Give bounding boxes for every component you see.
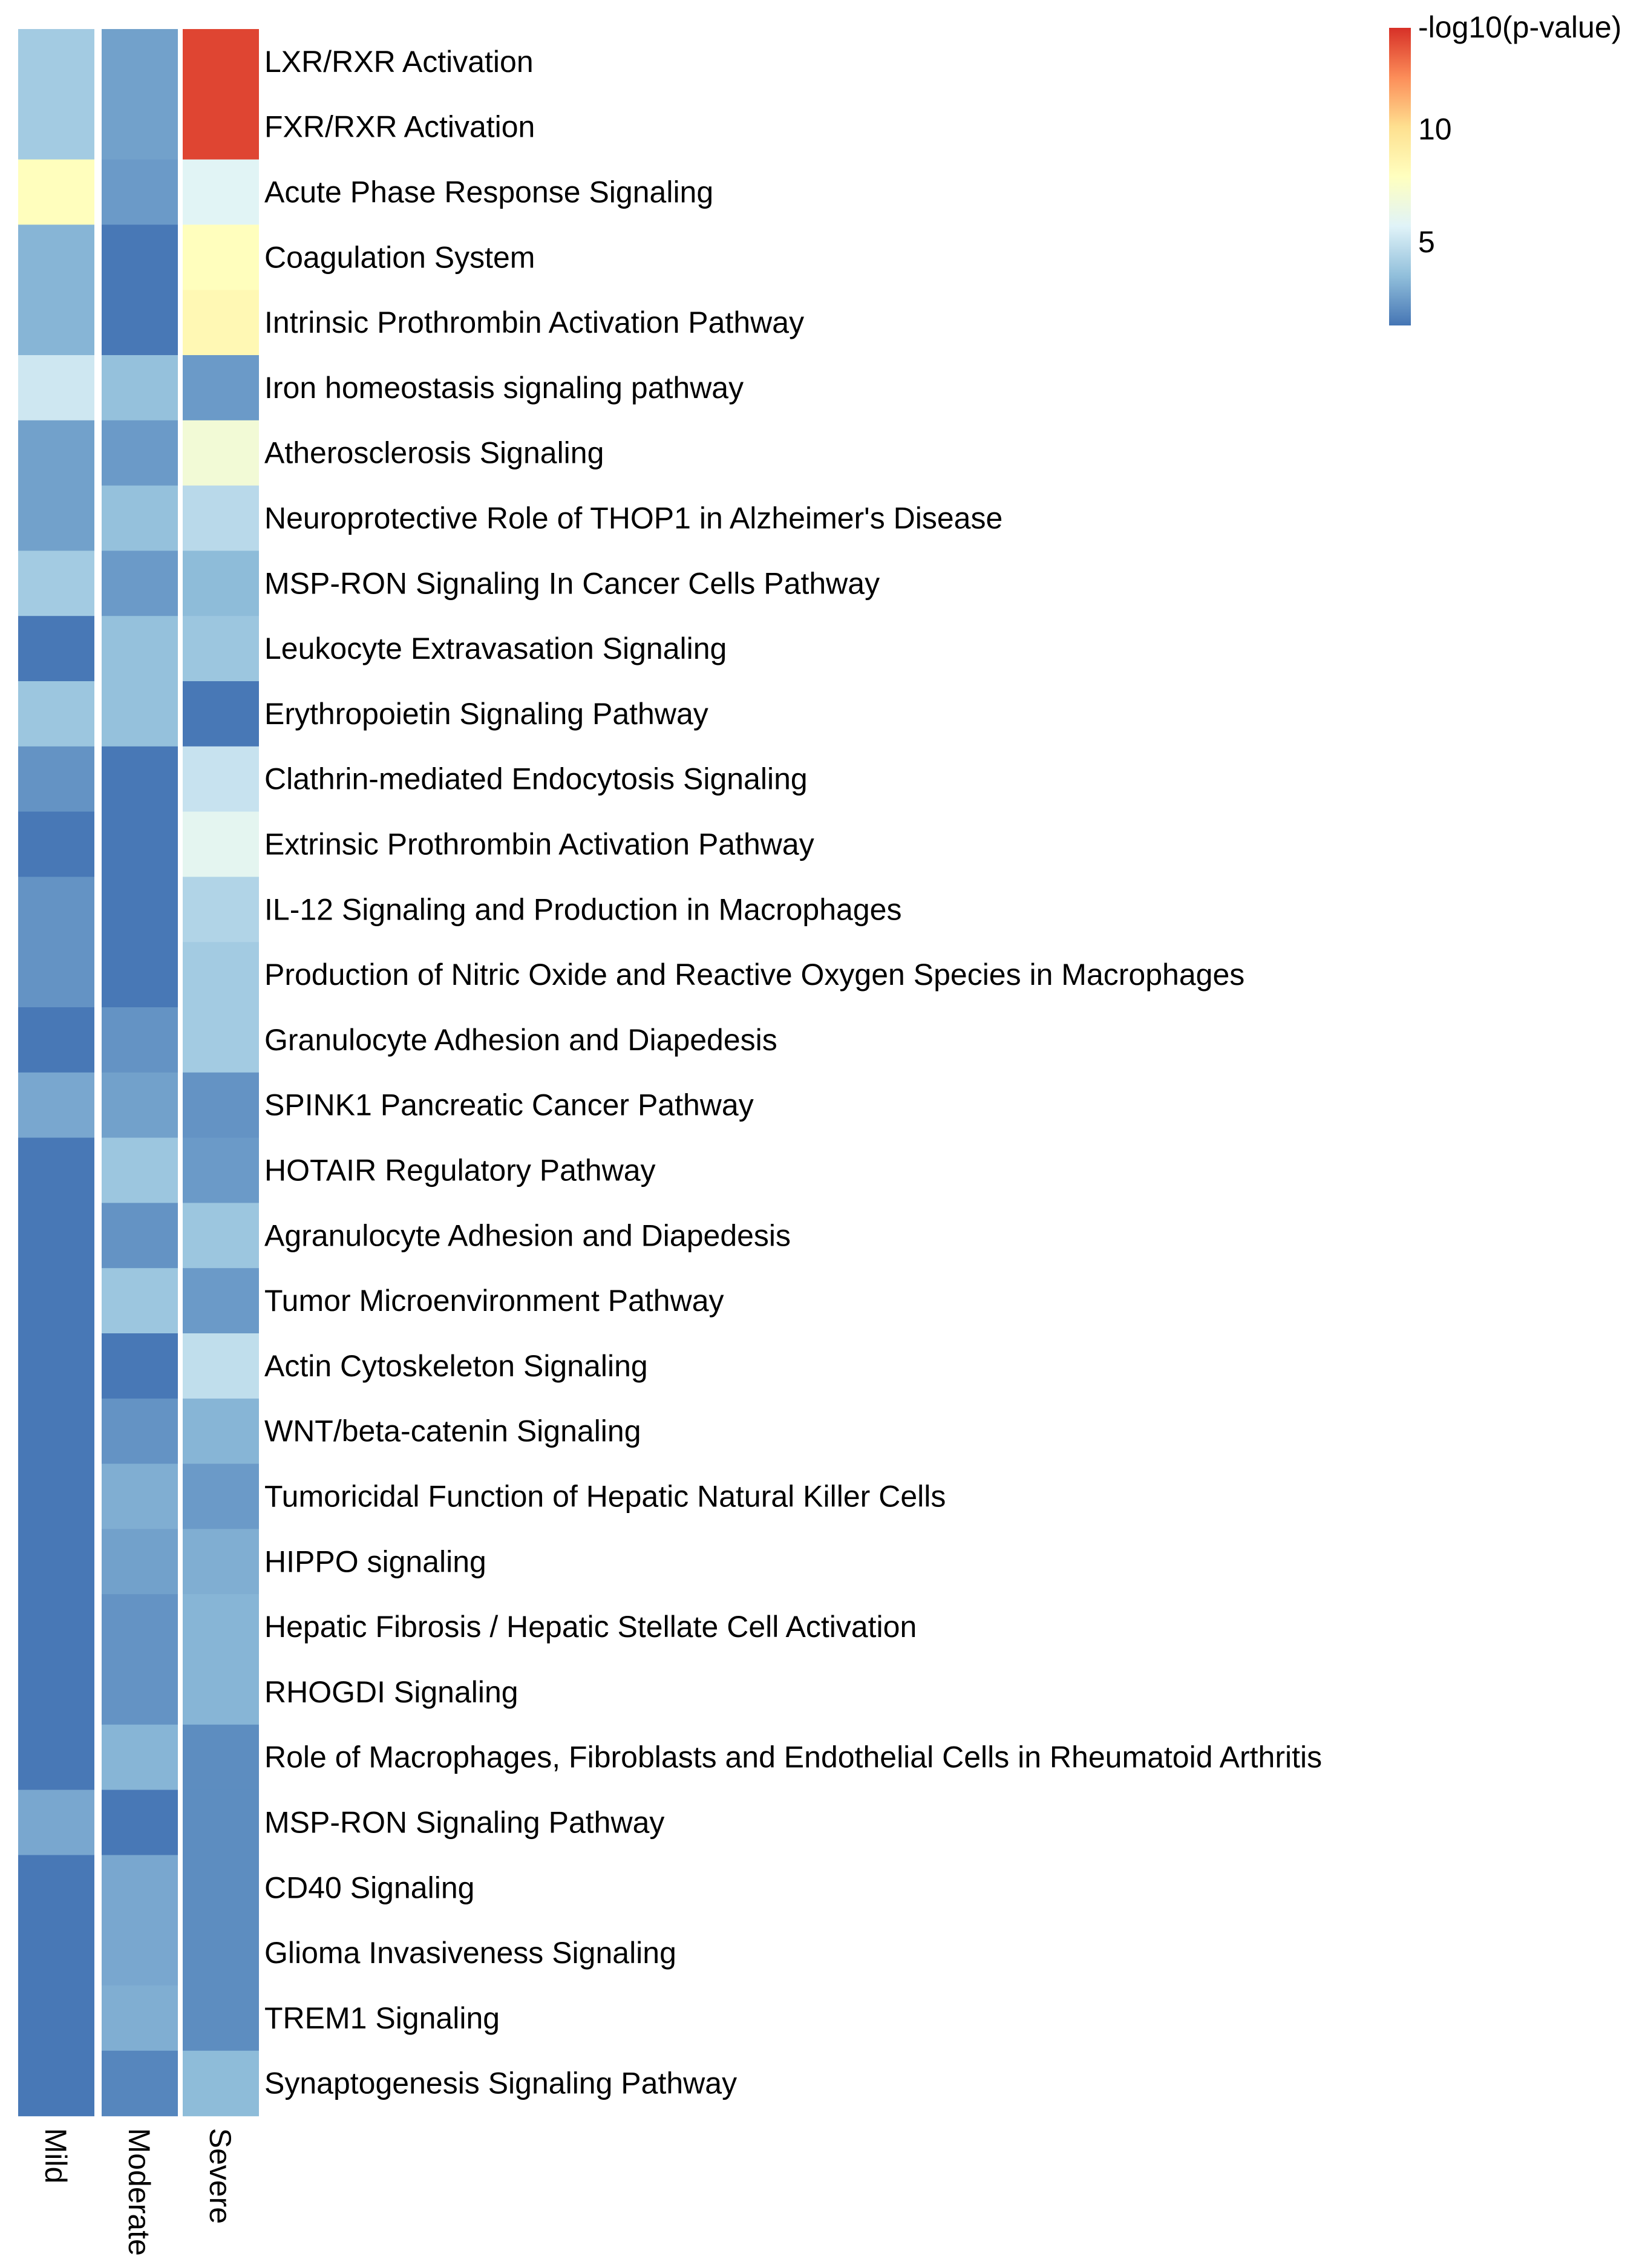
row-label: Tumoricidal Function of Hepatic Natural Killer Cells — [264, 1479, 946, 1514]
heatmap-cell — [102, 1138, 178, 1203]
row-label: Granulocyte Adhesion and Diapedesis — [264, 1022, 777, 1057]
row-label: SPINK1 Pancreatic Cancer Pathway — [264, 1088, 754, 1122]
heatmap-cell — [183, 681, 259, 747]
heatmap-cell — [183, 942, 259, 1007]
heatmap-cell — [102, 1529, 178, 1594]
heatmap-cell — [183, 551, 259, 616]
heatmap-cell — [18, 1138, 94, 1203]
row-label: Production of Nitric Oxide and Reactive Oxygen Species in Macrophages — [264, 958, 1245, 992]
heatmap-cell — [102, 1725, 178, 1790]
row-label: LXR/RXR Activation — [264, 44, 534, 79]
heatmap-cell — [102, 1790, 178, 1855]
heatmap-cell — [18, 1399, 94, 1464]
heatmap-cell — [183, 1203, 259, 1268]
heatmap-cell — [102, 1073, 178, 1138]
heatmap-cell — [183, 290, 259, 355]
column-label: Mild — [39, 2128, 73, 2184]
heatmap-cell — [183, 1399, 259, 1464]
heatmap-cell — [18, 877, 94, 942]
heatmap-cell — [18, 94, 94, 160]
heatmap-cell — [183, 1659, 259, 1725]
heatmap-cell — [18, 1790, 94, 1855]
heatmap-cell — [183, 2051, 259, 2116]
heatmap-cell — [183, 1855, 259, 1920]
heatmap-cell — [183, 160, 259, 225]
heatmap-cell — [18, 1725, 94, 1790]
row-label: WNT/beta-catenin Signaling — [264, 1414, 641, 1448]
heatmap-cell — [102, 290, 178, 355]
row-label: RHOGDI Signaling — [264, 1675, 518, 1709]
heatmap-cell — [18, 1920, 94, 1985]
column-label: Severe — [203, 2128, 237, 2224]
row-labels — [264, 45, 1322, 2100]
row-label: TREM1 Signaling — [264, 2001, 500, 2035]
heatmap-cell — [102, 942, 178, 1007]
heatmap-cells — [18, 29, 259, 2116]
row-label: Acute Phase Response Signaling — [264, 175, 714, 209]
row-label: Neuroprotective Role of THOP1 in Alzheimer's Disease — [264, 501, 1003, 535]
heatmap-cell — [102, 1920, 178, 1985]
row-label: Extrinsic Prothrombin Activation Pathway — [264, 827, 814, 861]
heatmap-cell — [18, 747, 94, 812]
heatmap-cell — [18, 1203, 94, 1268]
heatmap-cell — [102, 812, 178, 877]
heatmap-cell — [183, 1464, 259, 1529]
heatmap-cell — [18, 486, 94, 551]
row-label: HOTAIR Regulatory Pathway — [264, 1153, 656, 1188]
row-label: Erythropoietin Signaling Pathway — [264, 696, 708, 731]
heatmap-cell — [183, 1007, 259, 1073]
heatmap-cell — [183, 355, 259, 420]
row-label: CD40 Signaling — [264, 1871, 475, 1905]
heatmap-cell — [183, 1333, 259, 1399]
heatmap-cell — [183, 1138, 259, 1203]
row-label: Agranulocyte Adhesion and Diapedesis — [264, 1218, 791, 1253]
heatmap-cell — [183, 1725, 259, 1790]
row-label: Coagulation System — [264, 240, 535, 275]
color-legend — [1389, 10, 1621, 325]
heatmap-cell — [183, 747, 259, 812]
row-label: Intrinsic Prothrombin Activation Pathway — [264, 306, 805, 340]
heatmap-cell — [18, 420, 94, 486]
heatmap-cell — [183, 812, 259, 877]
heatmap-cell — [183, 420, 259, 486]
legend-ticks — [1418, 113, 1452, 259]
row-label: Clathrin-mediated Endocytosis Signaling — [264, 762, 808, 796]
legend-color-bar — [1389, 28, 1411, 325]
row-label: Tumor Microenvironment Pathway — [264, 1284, 724, 1318]
heatmap-cell — [102, 1399, 178, 1464]
heatmap-cell — [18, 942, 94, 1007]
row-label: Hepatic Fibrosis / Hepatic Stellate Cell Activation — [264, 1610, 917, 1644]
heatmap-cell — [102, 1268, 178, 1333]
heatmap-cell — [18, 1268, 94, 1333]
heatmap-cell — [102, 2051, 178, 2116]
heatmap-cell — [18, 812, 94, 877]
heatmap-cell — [183, 1790, 259, 1855]
heatmap-cell — [18, 1464, 94, 1529]
heatmap-cell — [183, 1985, 259, 2051]
heatmap-cell — [18, 2051, 94, 2116]
heatmap-cell — [18, 1333, 94, 1399]
heatmap-cell — [18, 551, 94, 616]
heatmap-cell — [102, 486, 178, 551]
heatmap-cell — [18, 1855, 94, 1920]
heatmap-cell — [18, 1659, 94, 1725]
heatmap-cell — [102, 1333, 178, 1399]
heatmap-cell — [102, 94, 178, 160]
heatmap-cell — [18, 616, 94, 681]
heatmap-cell — [183, 1073, 259, 1138]
row-label: Leukocyte Extravasation Signaling — [264, 632, 727, 666]
heatmap-cell — [183, 224, 259, 290]
row-label: Glioma Invasiveness Signaling — [264, 1936, 676, 1970]
row-label: Atherosclerosis Signaling — [264, 436, 604, 470]
heatmap-cell — [18, 1007, 94, 1073]
row-label: Iron homeostasis signaling pathway — [264, 370, 744, 405]
heatmap-cell — [102, 616, 178, 681]
heatmap-cell — [102, 1464, 178, 1529]
heatmap-cell — [183, 1594, 259, 1659]
row-label: FXR/RXR Activation — [264, 109, 535, 144]
heatmap-cell — [102, 1594, 178, 1659]
heatmap-cell — [18, 160, 94, 225]
row-label: Actin Cytoskeleton Signaling — [264, 1348, 648, 1383]
heatmap-cell — [18, 355, 94, 420]
heatmap-cell — [18, 1985, 94, 2051]
heatmap-cell — [102, 551, 178, 616]
heatmap-cell — [183, 1920, 259, 1985]
heatmap-cell — [18, 290, 94, 355]
column-label: Moderate — [122, 2128, 156, 2256]
legend-tick-label: 5 — [1418, 225, 1435, 260]
heatmap-cell — [102, 29, 178, 94]
heatmap-cell — [183, 877, 259, 942]
heatmap-cell — [18, 681, 94, 747]
heatmap-cell — [183, 1268, 259, 1333]
heatmap-cell — [102, 1855, 178, 1920]
heatmap-cell — [102, 355, 178, 420]
row-label: HIPPO signaling — [264, 1544, 486, 1579]
heatmap-cell — [102, 1007, 178, 1073]
column-labels — [39, 2128, 237, 2256]
heatmap-cell — [102, 160, 178, 225]
heatmap-cell — [183, 486, 259, 551]
row-label: MSP-RON Signaling In Cancer Cells Pathway — [264, 566, 880, 601]
row-label: Synaptogenesis Signaling Pathway — [264, 2066, 737, 2100]
heatmap-cell — [18, 29, 94, 94]
heatmap-cell — [183, 29, 259, 94]
row-label: IL-12 Signaling and Production in Macrophages — [264, 892, 902, 927]
legend-title: -log10(p-value) — [1418, 10, 1622, 44]
heatmap-cell — [18, 1529, 94, 1594]
heatmap-cell — [102, 681, 178, 747]
heatmap-cell — [102, 747, 178, 812]
row-label: Role of Macrophages, Fibroblasts and Endothelial Cells in Rheumatoid Arthritis — [264, 1740, 1323, 1774]
row-label: MSP-RON Signaling Pathway — [264, 1805, 665, 1840]
heatmap-cell — [102, 1985, 178, 2051]
heatmap-cell — [18, 1073, 94, 1138]
legend-tick-label: 10 — [1418, 112, 1452, 146]
heatmap-cell — [183, 1529, 259, 1594]
heatmap-cell — [183, 616, 259, 681]
heatmap-cell — [102, 877, 178, 942]
heatmap-cell — [102, 420, 178, 486]
heatmap-cell — [102, 1659, 178, 1725]
heatmap-cell — [183, 94, 259, 160]
heatmap-cell — [102, 1203, 178, 1268]
heatmap-cell — [102, 224, 178, 290]
heatmap-cell — [18, 224, 94, 290]
heatmap-cell — [18, 1594, 94, 1659]
